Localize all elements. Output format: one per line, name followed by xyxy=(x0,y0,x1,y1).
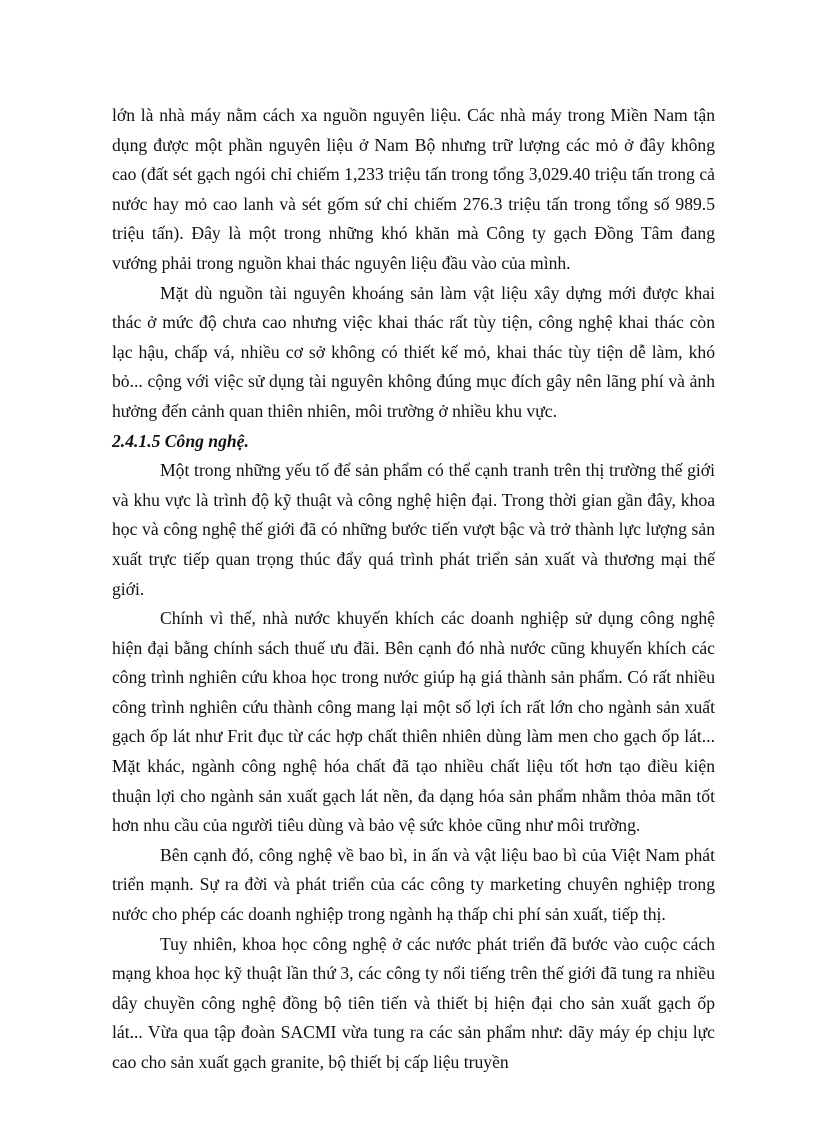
section-heading: 2.4.1.5 Công nghệ. xyxy=(112,430,249,451)
paragraph-6: Tuy nhiên, khoa học công nghệ ở các nước phát triển đã bước vào cuộc cách mạng khoa học kỹ thuật lần thứ 3, các công ty nổi tiếng trên thế giới đã tung ra nhiều dây chuyền công nghệ đồng bộ tiên tiến và thiết bị hiện đại cho sản xuất gạch ốp lát... Vừa qua tập đoàn SACMI vừa tung ra các sản phẩm như: dãy máy ép chịu lực cao cho sản xuất gạch granite, bộ thiết bị cấp liệu truyền xyxy=(112,933,715,1072)
paragraph-2: Mặt dù nguồn tài nguyên khoáng sản làm vật liệu xây dựng mới được khai thác ở mức độ chưa cao nhưng việc khai thác rất tùy tiện, công nghệ khai thác còn lạc hậu, chấp vá, nhiều cơ sở không có thiết kế mỏ, khai thác tùy tiện dễ làm, khó bỏ... cộng với việc sử dụng tài nguyên không đúng mục đích gây nên lãng phí và ảnh hưởng đến cảnh quan thiên nhiên, môi trường ở nhiều khu vực. xyxy=(112,282,715,421)
paragraph-5: Bên cạnh đó, công nghệ về bao bì, in ấn và vật liệu bao bì của Việt Nam phát triển mạnh. Sự ra đời và phát triển của các công ty marketing chuyên nghiệp trong nước cho phép các doanh nghiệp trong ngành hạ thấp chi phí sản xuất, tiếp thị. xyxy=(112,844,715,925)
document-page xyxy=(112,101,715,1078)
paragraph-1: lớn là nhà máy nằm cách xa nguồn nguyên liệu. Các nhà máy trong Miền Nam tận dụng được một phần nguyên liệu ở Nam Bộ nhưng trữ lượng các mỏ ở đây không cao (đất sét gạch ngói chỉ chiếm 1,233 triệu tấn trong tổng 3,029.40 triệu tấn trong cả nước hay mỏ cao lanh và sét gốm sứ chỉ chiếm 276.3 triệu tấn trong tổng số 989.5 triệu tấn). Đây là một trong những khó khăn mà Công ty gạch Đồng Tâm đang vướng phải trong nguồn khai thác nguyên liệu đầu vào của mình. xyxy=(112,105,715,273)
paragraph-4: Chính vì thế, nhà nước khuyến khích các doanh nghiệp sử dụng công nghệ hiện đại bằng chính sách thuế ưu đãi. Bên cạnh đó nhà nước cũng khuyến khích các công trình nghiên cứu khoa học trong nước giúp hạ giá thành sản phẩm. Có rất nhiều công trình nghiên cứu thành công mang lại một số lợi ích rất lớn cho ngành sản xuất gạch ốp lát như Frit đục từ các hợp chất thiên nhiên dùng làm men cho gạch ốp lát... Mặt khác, ngành công nghệ hóa chất đã tạo nhiều chất liệu tốt hơn tạo điều kiện thuận lợi cho ngành sản xuất gạch lát nền, đa dạng hóa sản phẩm nhằm thỏa mãn tốt hơn nhu cầu của người tiêu dùng và bảo vệ sức khỏe cũng như môi trường. xyxy=(112,608,715,836)
paragraph-3: Một trong những yếu tố để sản phẩm có thể cạnh tranh trên thị trường thế giới và khu vực là trình độ kỹ thuật và công nghệ hiện đại. Trong thời gian gần đây, khoa học và công nghệ thế giới đã có những bước tiến vượt bậc và trở thành lực lượng sản xuất trực tiếp quan trọng thúc đẩy quá trình phát triển sản xuất và thương mại thế giới. xyxy=(112,460,715,599)
